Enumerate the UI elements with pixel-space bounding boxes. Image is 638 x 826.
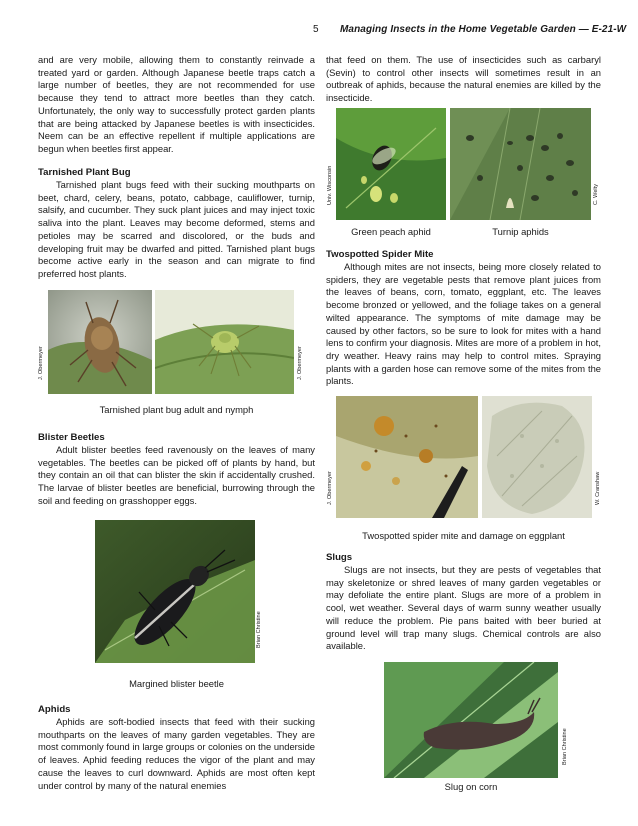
blister-body: Adult blister beetles feed ravenously on the leaves of many vegetables. The beetles can be picked off of plants by hand, but they contain an oil that can blister the skin if accidentally crushed. The larvae of blister beetles are beneficial, burrowing through the soil and feeding on grasshopper eggs. [38,444,315,506]
blister-section [38,431,315,508]
mite-credit-right: W. Cranshaw [595,471,601,505]
page-number: 5 [313,24,319,35]
tarnished-credit-left: J. Obermeyer [38,346,44,380]
tarnished-adult-photo [48,290,152,394]
tarnished-credit-right: J. Obermeyer [297,346,303,380]
blister-caption: Margined blister beetle [129,678,224,689]
mite-section [326,248,601,388]
aphids-body: Aphids are soft-bodied insects that feed with their sucking mouthparts on the leaves of many garden vegetables. They are most commonly found in large groups or colonies on the underside of leaves. Aphid feeding reduces the vigor of the plant and may cause the leaves to curl downward. Aphids are most often kept under control by many of the natural enemies [38,716,315,791]
green-peach-aphid-caption: Green peach aphid [351,226,431,237]
mite-body: Although mites are not insects, being more closely related to spiders, they are vegetable pests that remove plant juices from the leaves of beans, corn, tomato, eggplant, etc. The leaves become bronzed or yellowed, and the foliage takes on a general wilted appearance. The symptoms of mite damage may be caused by other factors, so be sure to look for mites with a hand lens to confirm your diagnosis. Mites are more of a problem in hot, dry weather. Heavy rains may help to control mites. Spraying plants with a garden hose can remove some of the mites from the plants. [326,261,601,387]
mite-caption: Twospotted spider mite and damage on eggplant [362,530,565,541]
page-header [0,22,638,40]
blister-heading: Blister Beetles [38,432,105,443]
blister-beetle-photo [95,520,255,663]
mite-credit-left: J. Obermeyer [327,471,333,505]
spider-mite-photo [336,396,478,518]
eggplant-damage-photo [482,396,592,518]
tarnished-body: Tarnished plant bugs feed with their sucking mouthparts on beet, chard, celery, beans, potato, cabbage, cauliflower, turnip, salsify, and cucumber. They suck plant juices and may inject toxic saliva into the plant. Leaves may become deformed, stems and petioles may be scarred and discolored, or the buds and developing fruit may be dwarfed and pitted. Tarnished plant bugs become active early in the season and can migrate to find preferred host plants. [38,179,315,279]
slugs-body: Slugs are not insects, but they are pests of vegetables that may skeletonize or shred leaves of many garden vegetables or may defoliate the entire plant. Slugs are more of a problem in cool, wet weather. Several days of warm sunny weather usually will reduce the problem. Pie pans baited with beer buried at ground level will trap many slugs. Chemical controls are also available. [326,564,601,652]
slugs-section [326,551,601,653]
turnip-aphids-caption: Turnip aphids [492,226,549,237]
turnip-aphids-photo [450,108,591,220]
tarnished-section [38,166,315,281]
aphids-heading: Aphids [38,704,71,715]
green-peach-aphid-photo [336,108,446,220]
right-intro-text: that feed on them. The use of insecticides such as carbaryl (Sevin) to control other insects will sometimes result in an outbreak of aphids, because the natural enemies are killed by the insecticide. [326,54,601,104]
right-intro [326,54,601,105]
slugs-heading: Slugs [326,552,353,563]
left-intro-text: and are very mobile, allowing them to constantly reinvade a treated yard or garden. Although Japanese beetle traps catch a large number of beetles, they are not recommended for use because they tend to attract more beetles than they catch. Unfortunately, the only way to successfully protect garden plants that are being attacked by Japanese beetles is with insecticides. Neem can be an effective repellent if multiple applications are begun when beetles first appear. [38,54,315,154]
blister-credit: Brian Christine [256,611,262,648]
document-title: Managing Insects in the Home Vegetable Garden — E-21-W [340,24,627,35]
left-intro [38,54,315,156]
tarnished-caption: Tarnished plant bug adult and nymph [99,404,254,415]
mite-heading: Twospotted Spider Mite [326,249,434,260]
slug-photo [384,662,558,778]
slug-credit: Brian Christine [562,728,568,765]
slug-caption: Slug on corn [444,781,498,792]
aphid-credit-left: Univ. Wisconsin [327,165,333,205]
tarnished-heading: Tarnished Plant Bug [38,167,131,178]
aphid-credit-right: C. Welty [593,183,599,205]
tarnished-nymph-photo [155,290,294,394]
aphids-section [38,703,315,792]
